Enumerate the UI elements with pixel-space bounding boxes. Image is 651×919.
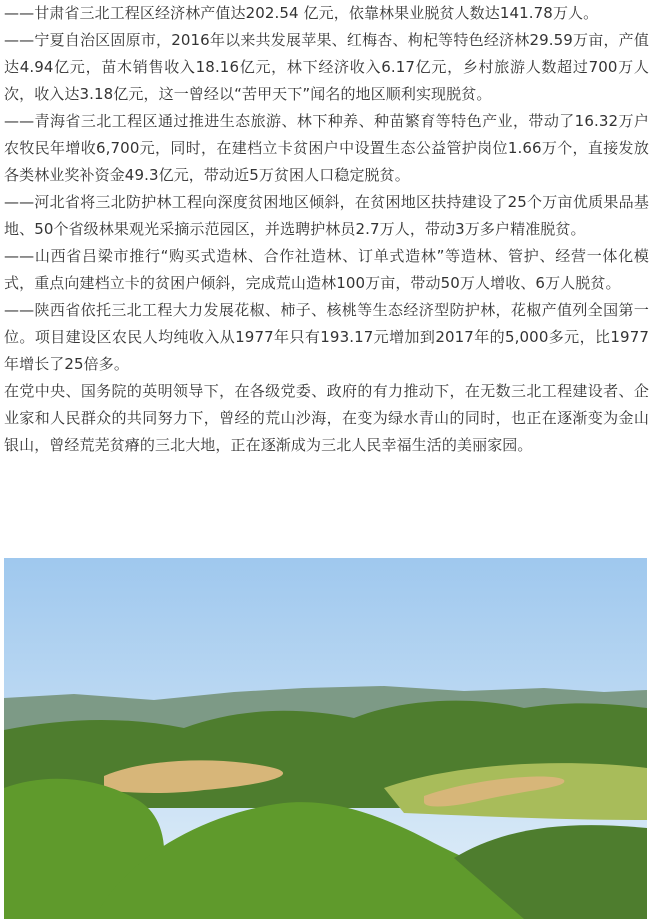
- paragraph-shanxi: ——山西省吕梁市推行“购买式造林、合作社造林、订单式造林”等造林、管护、经营一体化模式，重点向建档立卡的贫困户倾斜，完成荒山造林100万亩，带动50万人增收、6万人脱贫。: [4, 247, 649, 292]
- paragraph-gansu: ——甘肃省三北工程区经济林产值达202.54 亿元，依靠林果业脱贫人数达141.78万人。: [4, 4, 599, 22]
- article-body: [4, 0, 649, 459]
- paragraph-ningxia: ——宁夏自治区固原市，2016年以来共发展苹果、红梅杏、枸杞等特色经济林29.59万亩，产值达4.94亿元，苗木销售收入18.16亿元，林下经济收入6.17亿元，乡村旅游人数超过700万人次，收入达3.18亿元，这一曾经以“苦甲天下”闻名的地区顺利实现脱贫。: [4, 31, 649, 103]
- landscape-illustration: [4, 558, 647, 919]
- paragraph-hebei: ——河北省将三北防护林工程向深度贫困地区倾斜，在贫困地区扶持建设了25个万亩优质果品基地、50个省级林果观光采摘示范园区，并选聘护林员2.7万人，带动3万多户精准脱贫。: [4, 193, 649, 238]
- landscape-photo: [4, 558, 647, 919]
- paragraph-qinghai: ——青海省三北工程区通过推进生态旅游、林下种养、种苗繁育等特色产业，带动了16.32万户农牧民年增收6,700元，同时，在建档立卡贫困户中设置生态公益管护岗位1.66万个，直接发放各类林业奖补资金49.3亿元，带动近5万贫困人口稳定脱贫。: [4, 112, 649, 184]
- paragraph-shaanxi: ——陕西省依托三北工程大力发展花椒、柿子、核桃等生态经济型防护林，花椒产值列全国第一位。项目建设区农民人均纯收入从1977年只有193.17元增加到2017年的5,000多元，比1977年增长了25倍多。: [4, 301, 649, 373]
- paragraph-conclusion: 在党中央、国务院的英明领导下，在各级党委、政府的有力推动下，在无数三北工程建设者、企业家和人民群众的共同努力下，曾经的荒山沙海，在变为绿水青山的同时，也正在逐渐变为金山银山，曾经荒芜贫瘠的三北大地，正在逐渐成为三北人民幸福生活的美丽家园。: [4, 382, 649, 454]
